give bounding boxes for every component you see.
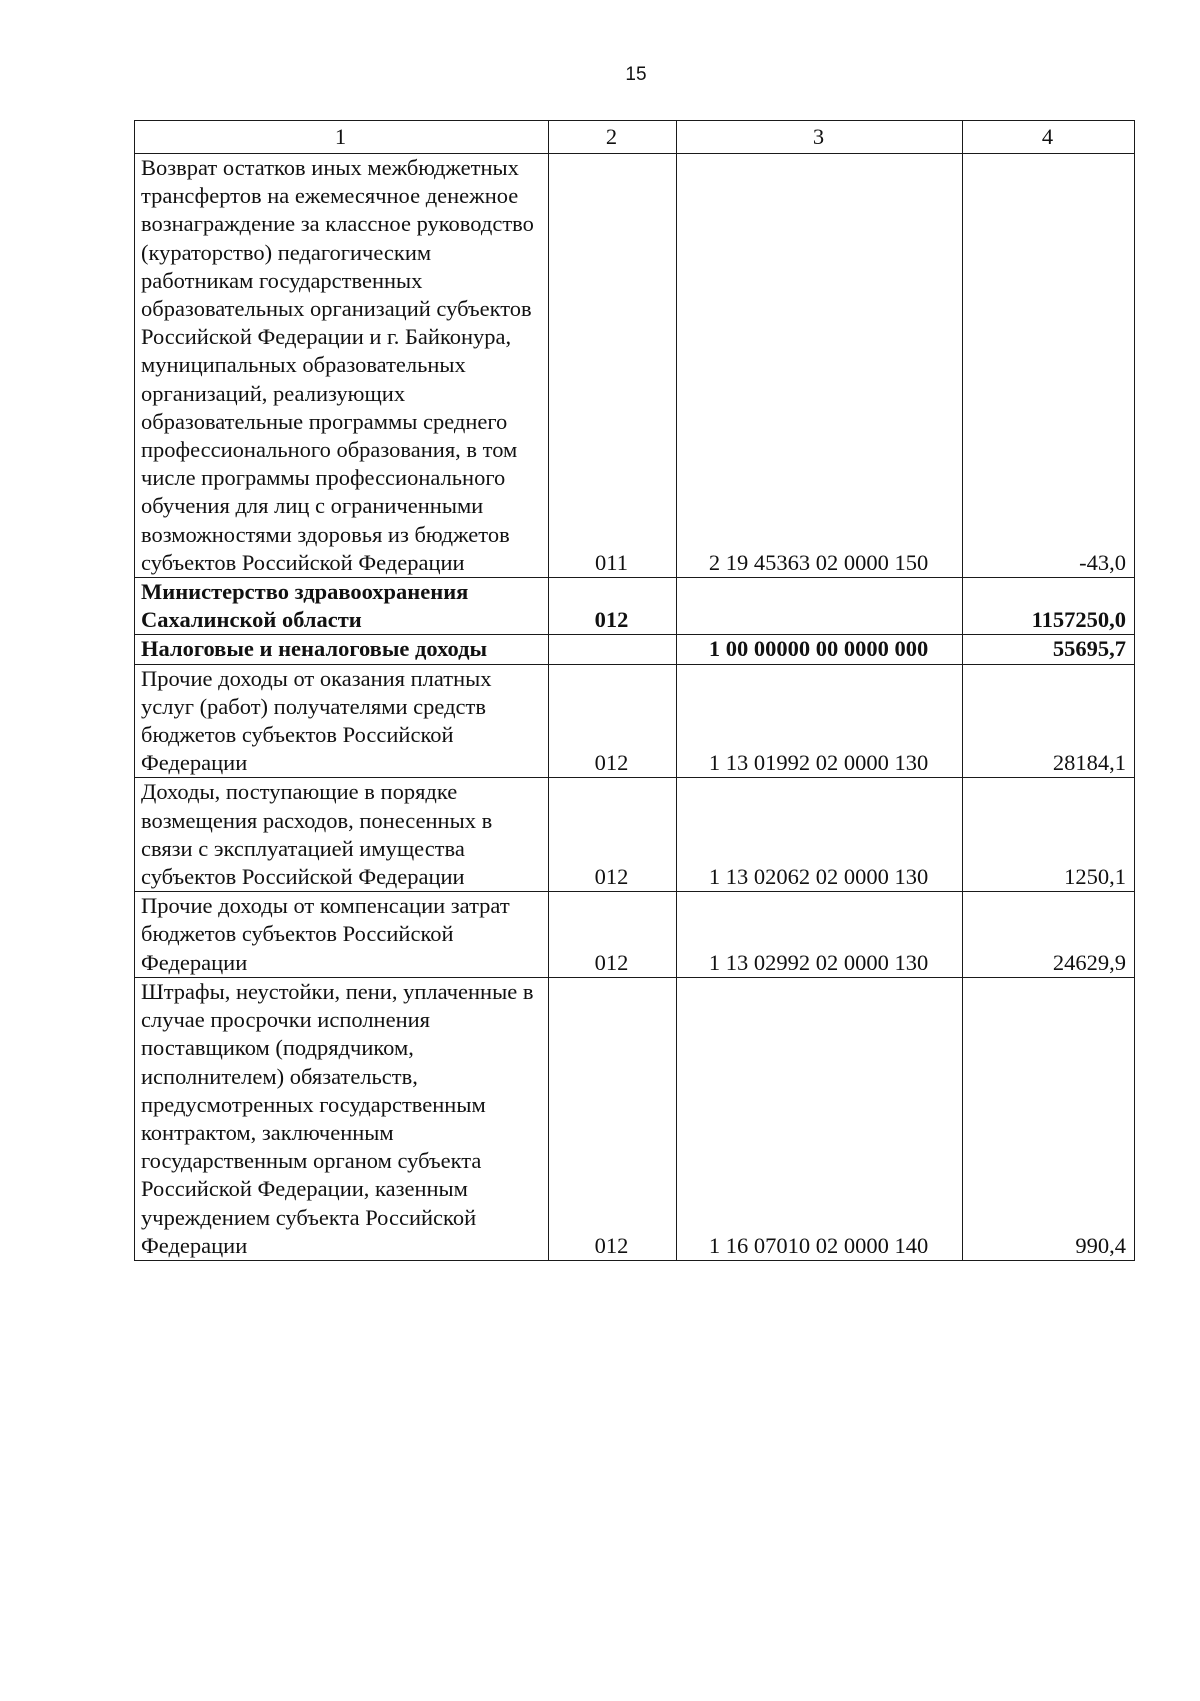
table-row <box>135 578 1135 635</box>
row-admin-code-cell: 012 <box>549 977 677 1260</box>
row-classification-code-cell: 1 13 02062 02 0000 130 <box>677 778 963 892</box>
table-row <box>135 154 1135 578</box>
row-amount-cell: 1250,1 <box>963 778 1135 892</box>
row-amount-cell: 1157250,0 <box>963 578 1135 635</box>
row-amount-cell: 990,4 <box>963 977 1135 1260</box>
row-name-cell: Налоговые и неналоговые доходы <box>135 635 549 664</box>
row-classification-code-cell: 1 16 07010 02 0000 140 <box>677 977 963 1260</box>
row-admin-code-cell <box>549 635 677 664</box>
column-header-3: 3 <box>677 121 963 154</box>
revenue-table <box>134 120 1135 1261</box>
row-classification-code-cell: 1 00 00000 00 0000 000 <box>677 635 963 664</box>
table-row <box>135 778 1135 892</box>
row-name-cell: Доходы, поступающие в порядке возмещения расходов, понесенных в связи с эксплуатацией имущества субъектов Российской Федерации <box>135 778 549 892</box>
row-name-cell: Штрафы, неустойки, пени, уплаченные в случае просрочки исполнения поставщиком (подрядчиком, исполнителем) обязательств, предусмотренных государственным контрактом, заключенным государственным органом субъекта Российской Федерации, казенным учреждением субъекта Российской Федерации <box>135 977 549 1260</box>
row-admin-code-cell: 012 <box>549 778 677 892</box>
row-name-cell: Возврат остатков иных межбюджетных трансфертов на ежемесячное денежное вознаграждение за классное руководство (кураторство) педагогическим работникам государственных образовательных организаций субъектов Российской Федерации и г. Байконура, муниципальных образовательных организаций, реализующих образовательные программы среднего профессионального образования, в том числе программы профессионального обучения для лиц с ограниченными возможностями здоровья из бюджетов субъектов Российской Федерации <box>135 154 549 578</box>
table-row <box>135 977 1135 1260</box>
column-header-4: 4 <box>963 121 1135 154</box>
row-admin-code-cell: 012 <box>549 664 677 778</box>
row-name-cell: Прочие доходы от компенсации затрат бюджетов субъектов Российской Федерации <box>135 892 549 978</box>
row-amount-cell: 55695,7 <box>963 635 1135 664</box>
row-classification-code-cell: 2 19 45363 02 0000 150 <box>677 154 963 578</box>
row-amount-cell: -43,0 <box>963 154 1135 578</box>
page-number: 15 <box>625 64 647 85</box>
table-row <box>135 664 1135 778</box>
table-row <box>135 892 1135 978</box>
column-header-2: 2 <box>549 121 677 154</box>
row-classification-code-cell: 1 13 01992 02 0000 130 <box>677 664 963 778</box>
column-header-1: 1 <box>135 121 549 154</box>
row-admin-code-cell: 012 <box>549 892 677 978</box>
row-classification-code-cell <box>677 578 963 635</box>
row-admin-code-cell: 012 <box>549 578 677 635</box>
table-row <box>135 635 1135 664</box>
table-body <box>135 154 1135 1261</box>
row-amount-cell: 24629,9 <box>963 892 1135 978</box>
table-header-row <box>135 121 1135 154</box>
row-name-cell: Прочие доходы от оказания платных услуг (работ) получателями средств бюджетов субъектов Российской Федерации <box>135 664 549 778</box>
row-classification-code-cell: 1 13 02992 02 0000 130 <box>677 892 963 978</box>
row-name-cell: Министерство здравоохранения Сахалинской области <box>135 578 549 635</box>
row-admin-code-cell: 011 <box>549 154 677 578</box>
row-amount-cell: 28184,1 <box>963 664 1135 778</box>
